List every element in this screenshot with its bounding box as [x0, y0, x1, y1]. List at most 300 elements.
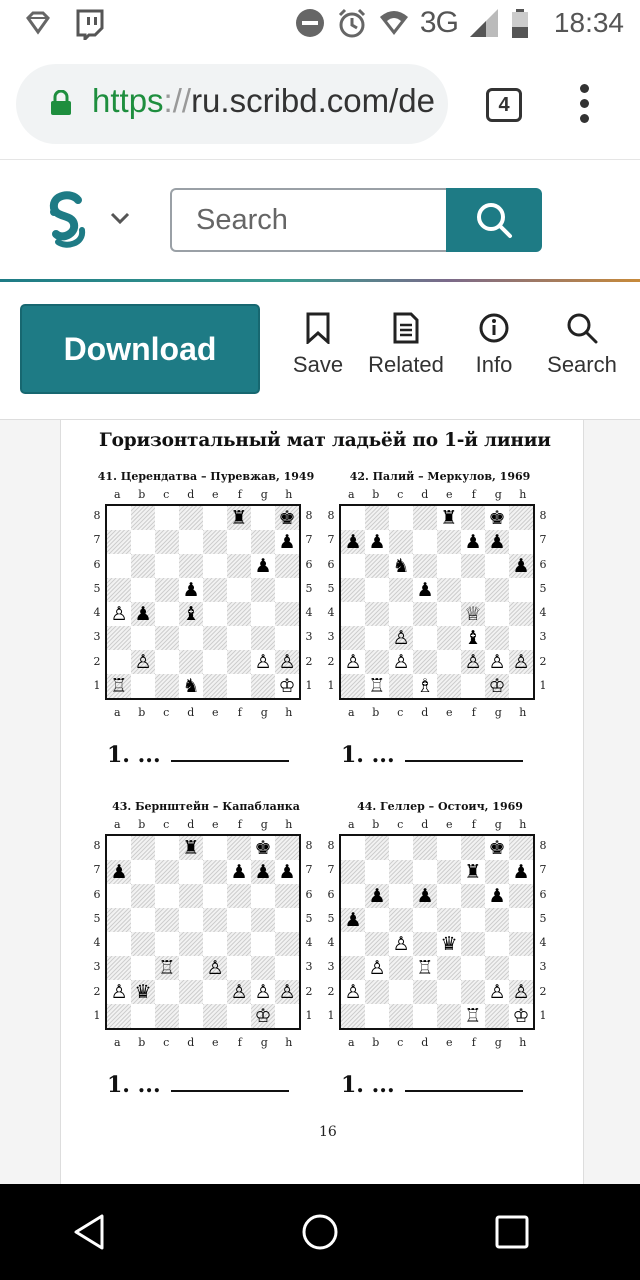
white-rook-icon: ♖ [464, 1004, 482, 1027]
square-g6 [251, 884, 275, 908]
square-h3 [275, 956, 299, 980]
square-d3 [413, 626, 437, 650]
square-a4 [341, 932, 365, 956]
url-host: ru.scribd.com/de [191, 82, 435, 119]
rank-label: 5 [539, 911, 547, 925]
black-pawn-icon: ♟ [488, 530, 506, 553]
square-b6 [365, 884, 389, 908]
document-search-button[interactable] [544, 312, 620, 378]
file-labels [339, 1036, 535, 1049]
square-b8 [131, 506, 155, 530]
square-d6 [413, 884, 437, 908]
square-d5 [413, 908, 437, 932]
black-pawn-icon: ♟ [182, 578, 200, 601]
file-label: a [113, 1036, 121, 1049]
chess-board [339, 834, 535, 1030]
black-pawn-icon: ♟ [110, 860, 128, 883]
back-icon[interactable] [72, 1212, 112, 1252]
square-f5 [227, 578, 251, 602]
square-c4 [155, 602, 179, 626]
square-h5 [509, 908, 533, 932]
rank-label: 3 [93, 630, 101, 644]
black-knight-icon: ♞ [182, 674, 200, 697]
file-label: g [260, 1036, 268, 1049]
square-h6 [275, 554, 299, 578]
rank-label: 3 [327, 960, 335, 974]
file-label: f [237, 1036, 242, 1049]
square-g7 [251, 860, 275, 884]
square-h4 [275, 932, 299, 956]
rank-label: 2 [305, 654, 313, 668]
square-g8 [251, 506, 275, 530]
square-f3 [461, 626, 485, 650]
square-h3 [275, 626, 299, 650]
square-b2 [365, 650, 389, 674]
square-d7 [179, 530, 203, 554]
square-f3 [227, 626, 251, 650]
square-e1 [203, 1004, 227, 1028]
file-label: d [421, 1036, 429, 1049]
square-g5 [485, 578, 509, 602]
white-pawn-icon: ♙ [278, 980, 296, 1003]
network-type: 3G [419, 6, 458, 39]
square-a8 [107, 506, 131, 530]
black-pawn-icon: ♟ [488, 884, 506, 907]
square-a1 [107, 1004, 131, 1028]
square-g4 [251, 932, 275, 956]
square-g3 [251, 626, 275, 650]
square-f6 [461, 884, 485, 908]
black-rook-icon: ♜ [230, 506, 248, 529]
rank-labels [303, 834, 315, 1028]
square-b3 [365, 626, 389, 650]
rank-label: 2 [539, 984, 547, 998]
square-g3 [251, 956, 275, 980]
square-a7 [107, 530, 131, 554]
square-h4 [509, 932, 533, 956]
answer-line [341, 1072, 523, 1098]
square-c5 [155, 908, 179, 932]
black-pawn-icon: ♟ [368, 530, 386, 553]
square-d4 [413, 602, 437, 626]
square-c2 [155, 980, 179, 1004]
white-pawn-icon: ♙ [488, 650, 506, 673]
rank-label: 3 [93, 960, 101, 974]
square-a6 [341, 884, 365, 908]
file-label: g [494, 818, 502, 831]
square-d8 [413, 506, 437, 530]
info-icon [478, 312, 510, 344]
square-f5 [461, 578, 485, 602]
rank-label: 4 [93, 936, 101, 949]
square-f6 [461, 554, 485, 578]
square-e5 [203, 578, 227, 602]
square-a2 [107, 980, 131, 1004]
file-label: g [494, 488, 502, 501]
black-pawn-icon: ♟ [464, 530, 482, 553]
file-label: a [347, 706, 355, 719]
square-h8 [275, 506, 299, 530]
square-h7 [275, 860, 299, 884]
clock: 18:34 [553, 7, 624, 38]
square-g2 [251, 980, 275, 1004]
square-h6 [509, 884, 533, 908]
file-labels [339, 818, 535, 831]
white-pawn-icon: ♙ [344, 980, 362, 1003]
white-rook-icon: ♖ [368, 674, 386, 697]
file-label: e [211, 1036, 219, 1049]
square-f2 [461, 980, 485, 1004]
answer-prefix: 1. ... [341, 1072, 395, 1098]
search-button[interactable] [446, 188, 542, 252]
related-label: Related [368, 352, 444, 377]
square-g2 [485, 980, 509, 1004]
browser-menu-button[interactable] [574, 84, 594, 128]
black-queen-icon: ♛ [134, 980, 152, 1003]
square-h1 [509, 674, 533, 698]
rank-label: 8 [305, 839, 313, 852]
file-labels [105, 488, 301, 501]
square-h6 [509, 554, 533, 578]
black-pawn-icon: ♟ [230, 860, 248, 883]
square-e6 [203, 884, 227, 908]
rank-label: 7 [93, 863, 101, 877]
file-label: b [138, 706, 146, 719]
square-c7 [389, 860, 413, 884]
square-c6 [155, 554, 179, 578]
related-button[interactable] [364, 312, 448, 378]
file-label: e [211, 818, 219, 831]
rank-label: 4 [305, 606, 313, 619]
rank-label: 6 [93, 887, 101, 901]
rank-labels [537, 504, 549, 698]
square-f1 [461, 674, 485, 698]
square-h1 [275, 674, 299, 698]
square-d7 [413, 530, 437, 554]
square-e5 [437, 908, 461, 932]
save-button[interactable] [290, 312, 346, 378]
square-g4 [485, 932, 509, 956]
square-b7 [365, 860, 389, 884]
white-bishop-icon: ♗ [416, 674, 434, 697]
rank-label: 6 [327, 557, 335, 571]
answer-prefix: 1. ... [107, 1072, 161, 1098]
file-label: b [372, 706, 380, 719]
square-e1 [203, 674, 227, 698]
url-scheme: https [92, 82, 164, 119]
square-a1 [341, 1004, 365, 1028]
square-a5 [107, 908, 131, 932]
square-h4 [275, 602, 299, 626]
answer-line [107, 1072, 289, 1098]
square-g7 [251, 530, 275, 554]
square-h1 [275, 1004, 299, 1028]
white-pawn-icon: ♙ [230, 980, 248, 1003]
square-a4 [107, 932, 131, 956]
document-page [60, 420, 584, 1184]
black-pawn-icon: ♟ [254, 554, 272, 577]
square-h1 [509, 1004, 533, 1028]
file-label: f [471, 818, 476, 831]
square-f8 [227, 506, 251, 530]
black-pawn-icon: ♟ [278, 530, 296, 553]
file-label: f [471, 488, 476, 501]
lock-icon [50, 90, 72, 116]
download-button[interactable]: Download [20, 304, 260, 394]
square-a6 [341, 554, 365, 578]
file-label: d [421, 706, 429, 719]
file-label: b [372, 1036, 380, 1049]
rank-label: 5 [305, 581, 313, 595]
white-queen-icon: ♕ [464, 602, 482, 625]
file-label: a [347, 488, 355, 501]
square-e4 [203, 602, 227, 626]
diagram-title: 43. Бернштейн – Капабланка [112, 800, 300, 813]
file-label: a [113, 706, 121, 719]
square-g4 [251, 602, 275, 626]
square-f4 [461, 602, 485, 626]
square-d2 [413, 980, 437, 1004]
square-g5 [251, 908, 275, 932]
rank-label: 1 [93, 1008, 101, 1022]
search-label: Search [547, 352, 617, 377]
square-e2 [203, 980, 227, 1004]
black-rook-icon: ♜ [440, 506, 458, 529]
rank-label: 6 [539, 557, 547, 571]
rank-label: 6 [93, 557, 101, 571]
rank-label: 1 [305, 678, 313, 692]
answer-blank [405, 748, 523, 762]
square-b4 [365, 932, 389, 956]
black-pawn-icon: ♟ [368, 884, 386, 907]
rank-label: 5 [93, 581, 101, 595]
document-viewer[interactable] [0, 420, 640, 1184]
home-icon[interactable] [300, 1212, 340, 1252]
file-label: e [445, 706, 453, 719]
file-label: a [347, 1036, 355, 1049]
square-b2 [365, 980, 389, 1004]
square-c6 [389, 884, 413, 908]
chess-board [339, 504, 535, 700]
scribd-logo-icon[interactable] [44, 190, 92, 250]
file-label: a [113, 488, 121, 501]
square-f8 [461, 836, 485, 860]
square-h3 [509, 956, 533, 980]
square-e1 [437, 1004, 461, 1028]
white-pawn-icon: ♙ [512, 980, 530, 1003]
file-label: b [138, 1036, 146, 1049]
file-label: h [285, 818, 293, 831]
black-king-icon: ♚ [254, 836, 272, 859]
square-a3 [341, 956, 365, 980]
rank-label: 3 [327, 630, 335, 644]
square-d5 [413, 578, 437, 602]
page-heading: Горизонтальный мат ладьёй по 1-й линии [99, 430, 551, 451]
black-pawn-icon: ♟ [344, 530, 362, 553]
rank-label: 8 [93, 509, 101, 522]
square-a7 [341, 860, 365, 884]
status-bar [0, 0, 640, 50]
square-c4 [389, 932, 413, 956]
square-c6 [155, 884, 179, 908]
file-label: d [187, 488, 195, 501]
file-label: e [445, 488, 453, 501]
square-h5 [509, 578, 533, 602]
square-c1 [389, 1004, 413, 1028]
square-f5 [227, 908, 251, 932]
square-f4 [461, 932, 485, 956]
square-h7 [275, 530, 299, 554]
file-label: f [471, 706, 476, 719]
square-a6 [107, 884, 131, 908]
white-pawn-icon: ♙ [344, 650, 362, 673]
document-toolbar [0, 282, 640, 420]
square-a1 [107, 674, 131, 698]
address-bar[interactable] [16, 64, 448, 144]
tab-switcher-button[interactable]: 4 [486, 88, 522, 122]
square-c1 [155, 674, 179, 698]
rank-labels [91, 504, 103, 698]
system-nav-bar [0, 1184, 640, 1280]
rank-label: 5 [305, 911, 313, 925]
square-h4 [509, 602, 533, 626]
square-a7 [107, 860, 131, 884]
square-g1 [251, 674, 275, 698]
rank-label: 8 [305, 509, 313, 522]
rank-label: 7 [305, 533, 313, 547]
square-e6 [437, 884, 461, 908]
file-labels [105, 1036, 301, 1049]
file-label: c [397, 706, 404, 719]
square-h8 [509, 506, 533, 530]
white-pawn-icon: ♙ [464, 650, 482, 673]
square-c6 [389, 554, 413, 578]
square-e5 [437, 578, 461, 602]
square-b6 [131, 884, 155, 908]
square-f2 [227, 650, 251, 674]
file-label: c [397, 818, 404, 831]
square-c3 [155, 956, 179, 980]
square-b8 [131, 836, 155, 860]
square-e6 [437, 554, 461, 578]
black-bishop-icon: ♝ [182, 602, 200, 625]
rank-label: 7 [93, 533, 101, 547]
square-e3 [203, 626, 227, 650]
square-a6 [107, 554, 131, 578]
square-h2 [275, 650, 299, 674]
square-e4 [437, 602, 461, 626]
recents-icon[interactable] [492, 1212, 532, 1252]
file-label: d [187, 1036, 195, 1049]
white-pawn-icon: ♙ [392, 932, 410, 955]
square-b4 [131, 932, 155, 956]
square-b1 [365, 1004, 389, 1028]
square-b5 [131, 578, 155, 602]
file-label: f [471, 1036, 476, 1049]
file-label: c [163, 488, 170, 501]
white-king-icon: ♔ [488, 674, 506, 697]
chess-board [105, 504, 301, 700]
white-pawn-icon: ♙ [392, 650, 410, 673]
square-c5 [155, 578, 179, 602]
square-h2 [509, 980, 533, 1004]
square-a3 [341, 626, 365, 650]
square-d4 [413, 932, 437, 956]
white-rook-icon: ♖ [416, 956, 434, 979]
search-input[interactable] [170, 188, 448, 252]
rank-label: 6 [539, 887, 547, 901]
rank-label: 2 [539, 654, 547, 668]
square-b4 [365, 602, 389, 626]
square-e8 [437, 836, 461, 860]
black-pawn-icon: ♟ [416, 884, 434, 907]
white-king-icon: ♔ [278, 674, 296, 697]
file-label: d [187, 818, 195, 831]
answer-blank [171, 1078, 289, 1092]
square-f1 [461, 1004, 485, 1028]
square-c4 [155, 932, 179, 956]
square-g5 [251, 578, 275, 602]
square-a4 [341, 602, 365, 626]
rank-label: 1 [327, 678, 335, 692]
chevron-down-icon[interactable] [108, 210, 132, 226]
rank-label: 3 [539, 960, 547, 974]
answer-prefix: 1. ... [341, 742, 395, 768]
black-knight-icon: ♞ [392, 554, 410, 577]
rank-label: 6 [305, 887, 313, 901]
square-a1 [341, 674, 365, 698]
square-b3 [131, 956, 155, 980]
square-d3 [179, 626, 203, 650]
info-button[interactable] [468, 312, 520, 378]
square-f7 [227, 860, 251, 884]
white-pawn-icon: ♙ [254, 650, 272, 673]
file-label: e [445, 1036, 453, 1049]
search-icon [566, 312, 598, 344]
white-pawn-icon: ♙ [110, 602, 128, 625]
bookmark-icon [305, 312, 331, 344]
square-c5 [389, 908, 413, 932]
square-g2 [485, 650, 509, 674]
rank-label: 8 [327, 839, 335, 852]
square-c8 [389, 836, 413, 860]
square-a3 [107, 626, 131, 650]
square-a4 [107, 602, 131, 626]
square-c4 [389, 602, 413, 626]
rank-label: 7 [539, 533, 547, 547]
page-number: 16 [319, 1124, 337, 1140]
search-icon [474, 200, 514, 240]
square-e7 [437, 860, 461, 884]
square-c8 [389, 506, 413, 530]
white-pawn-icon: ♙ [206, 956, 224, 979]
file-label: c [163, 706, 170, 719]
square-h8 [275, 836, 299, 860]
rank-label: 1 [305, 1008, 313, 1022]
rank-label: 5 [93, 911, 101, 925]
square-e2 [437, 980, 461, 1004]
file-label: h [285, 706, 293, 719]
square-e5 [203, 908, 227, 932]
file-labels [339, 488, 535, 501]
square-a8 [341, 836, 365, 860]
file-label: h [519, 706, 527, 719]
rank-label: 6 [305, 557, 313, 571]
black-king-icon: ♚ [278, 506, 296, 529]
square-g8 [485, 506, 509, 530]
square-f8 [461, 506, 485, 530]
file-label: e [211, 706, 219, 719]
